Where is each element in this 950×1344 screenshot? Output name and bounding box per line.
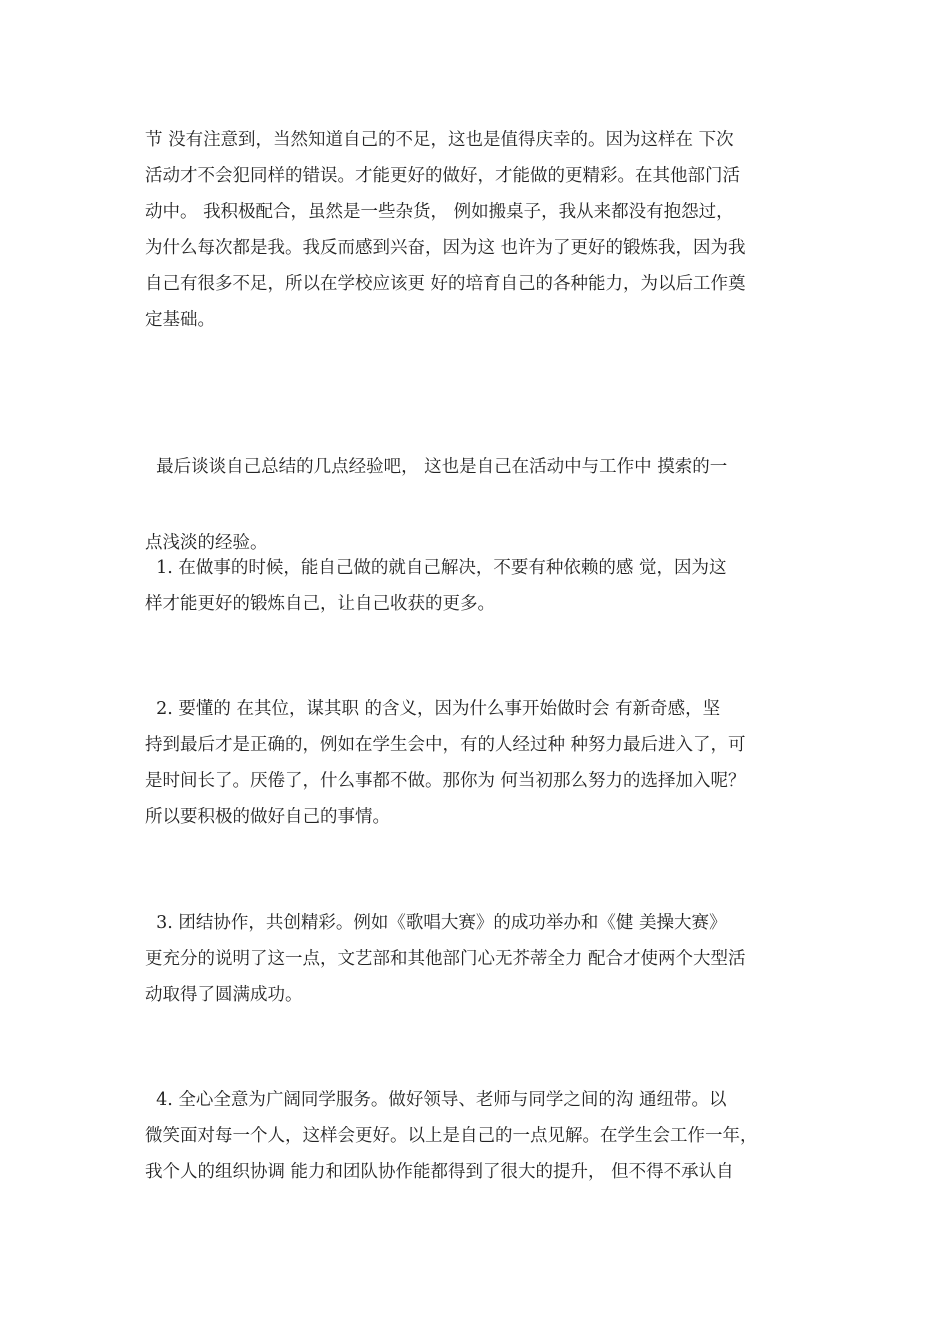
text-line: 动取得了圆满成功。 [145, 985, 303, 1005]
text-line: 持到最后才是正确的，例如在学生会中，有的人经过种 种努力最后进入了，可 [145, 735, 746, 755]
paragraph-4 [145, 691, 810, 835]
text-line: 2. 要懂的 在其位，谋其职 的含义，因为什么事开始做时会 有新奇感，坚 [145, 699, 721, 719]
text-line: 动中。 我积极配合，虽然是一些杂货， 例如搬桌子，我从来都没有抱怨过， [145, 202, 734, 222]
text-line: 最后谈谈自己总结的几点经验吧， 这也是自己在活动中与工作中 摸索的一 [145, 457, 728, 477]
text-line: 所以要积极的做好自己的事情。 [145, 807, 390, 827]
text-line: 4. 全心全意为广阔同学服务。做好领导、老师与同学之间的沟 通纽带。以 [145, 1090, 727, 1110]
text-line: 是时间长了。厌倦了，什么事都不做。那你为 何当初那么努力的选择加入呢？ [145, 771, 746, 791]
paragraph-5 [145, 905, 810, 1013]
paragraph-3 [145, 550, 810, 622]
text-line: 微笑面对每一个人，这样会更好。以上是自己的一点见解。在学生会工作一年， [145, 1126, 758, 1146]
paragraph-1 [145, 122, 810, 338]
paragraph-6 [145, 1082, 810, 1190]
text-line: 更充分的说明了这一点，文艺部和其他部门心无芥蒂全力 配合才使两个大型活 [145, 949, 746, 969]
text-line: 我个人的组织协调 能力和团队协作能都得到了很大的提升， 但不得不承认自 [145, 1162, 734, 1182]
text-line: 3. 团结协作，共创精彩。例如《歌唱大赛》的成功举办和《健 美操大赛》 [145, 913, 727, 933]
text-line: 点浅淡的经验。 [145, 533, 268, 553]
text-line: 定基础。 [145, 310, 215, 330]
text-line: 自己有很多不足，所以在学校应该更 好的培育自己的各种能力，为以后工作奠 [145, 274, 746, 294]
text-line: 样才能更好的锻炼自己，让自己收获的更多。 [145, 594, 495, 614]
text-line: 1. 在做事的时候，能自己做的就自己解决，不要有种依赖的感 觉，因为这 [145, 558, 727, 578]
text-line: 节 没有注意到，当然知道自己的不足，这也是值得庆幸的。因为这样在 下次 [145, 130, 734, 150]
text-line: 为什么每次都是我。我反而感到兴奋，因为这 也许为了更好的锻炼我，因为我 [145, 238, 746, 258]
text-line: 活动才不会犯同样的错误。才能更好的做好，才能做的更精彩。在其他部门活 [145, 166, 740, 186]
